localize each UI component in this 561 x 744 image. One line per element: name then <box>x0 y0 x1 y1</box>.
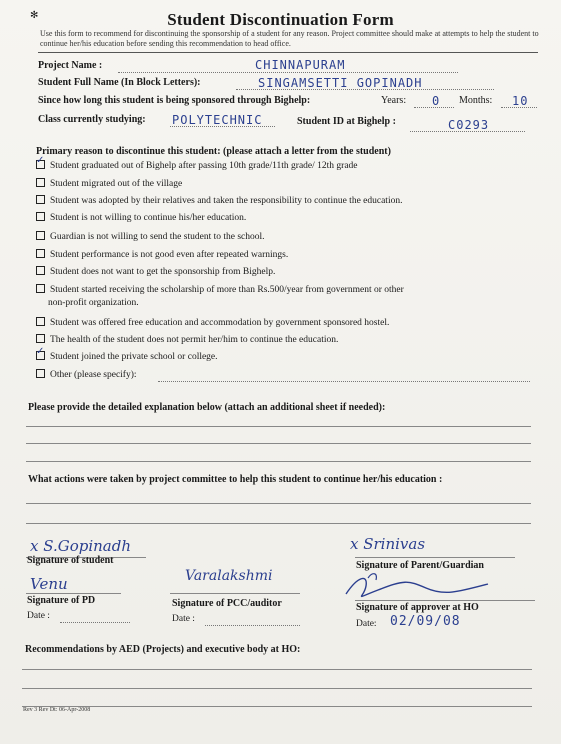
reason-11-text: Student joined the private school or college. <box>50 352 218 362</box>
parent-signature: x Srinivas <box>350 535 426 553</box>
pcc-signature-label: Signature of PCC/auditor <box>172 598 282 609</box>
reason-5[interactable] <box>36 232 265 242</box>
student-signature: x S.Gopinadh <box>30 537 132 555</box>
reason-9-text: Student was offered free education and accommodation by government sponsored hostel. <box>50 318 390 328</box>
years-label: Years: <box>381 95 407 106</box>
explanation-label: Please provide the detailed explanation below (attach an additional sheet if needed): <box>28 402 386 413</box>
pcc-date-line <box>205 625 300 626</box>
reason-12-text: Other (please specify): <box>50 370 137 380</box>
recommendations-label: Recommendations by AED (Projects) and executive body at HO: <box>25 644 301 655</box>
reason-2[interactable] <box>36 179 182 189</box>
approver-signature-mark <box>338 570 498 604</box>
reason-8[interactable] <box>36 285 404 295</box>
reason-5-checkbox[interactable] <box>36 231 45 240</box>
student-id-label: Student ID at Bighelp : <box>297 116 396 127</box>
reason-12[interactable] <box>36 370 137 380</box>
reason-6-text: Student performance is not good even after repeated warnings. <box>50 250 289 260</box>
actions-label: What actions were taken by project committee to help this student to continue her/his education : <box>28 474 443 485</box>
pd-date-label: Date : <box>27 611 50 621</box>
approver-date-label: Date: <box>356 619 377 629</box>
reason-7-checkbox[interactable] <box>36 266 45 275</box>
reason-8-checkbox[interactable] <box>36 284 45 293</box>
student-name-line <box>236 89 494 90</box>
pcc-date-label: Date : <box>172 614 195 624</box>
pd-date-line <box>60 622 130 623</box>
reason-8-text: Student started receiving the scholarship of more than Rs.500/year from government or other <box>50 285 404 295</box>
reason-5-text: Guardian is not willing to send the student to the school. <box>50 232 265 242</box>
reason-4-checkbox[interactable] <box>36 212 45 221</box>
reason-10-text: The health of the student does not permit her/him to continue the education. <box>50 335 339 345</box>
pd-signature: Venu <box>30 575 68 593</box>
revision-footer: Rev 3 Rev Dt: 06-Apr-2008 <box>23 707 91 713</box>
pd-signature-line <box>26 593 121 594</box>
student-id-line <box>410 131 525 132</box>
reason-1-checkbox[interactable] <box>36 160 45 169</box>
project-name-line <box>118 72 458 73</box>
reason-10-checkbox[interactable] <box>36 334 45 343</box>
reason-3[interactable] <box>36 196 402 206</box>
explanation-line-2 <box>26 443 531 444</box>
explanation-line-1 <box>26 426 531 427</box>
reason-6-checkbox[interactable] <box>36 249 45 258</box>
class-line <box>170 126 275 127</box>
corner-mark: ✻ <box>30 10 39 21</box>
reason-11[interactable] <box>36 352 218 362</box>
student-name-label: Student Full Name (In Block Letters): <box>38 77 201 88</box>
months-value[interactable]: 10 <box>512 94 529 108</box>
reason-2-checkbox[interactable] <box>36 178 45 187</box>
months-label: Months: <box>459 95 493 106</box>
actions-line-2 <box>26 523 531 524</box>
reason-1-text: Student graduated out of Bighelp after passing 10th grade/11th grade/ 12th grade <box>50 161 358 171</box>
recommendations-line-2 <box>22 688 532 689</box>
form-title: Student Discontinuation Form <box>167 10 394 29</box>
explanation-line-3 <box>26 461 531 462</box>
class-label: Class currently studying: <box>38 114 146 125</box>
other-specify-line <box>158 381 530 382</box>
reason-8-text-cont: non-profit organization. <box>48 298 139 308</box>
parent-signature-label: Signature of Parent/Guardian <box>356 560 484 571</box>
reason-2-text: Student migrated out of the village <box>50 179 183 189</box>
years-line <box>414 107 454 108</box>
reason-6[interactable] <box>36 250 288 260</box>
reason-11-checkbox[interactable] <box>36 351 45 360</box>
reason-7[interactable] <box>36 267 275 277</box>
instructions-underline <box>38 52 538 53</box>
recommendations-line-3 <box>22 706 532 707</box>
years-value[interactable]: 0 <box>432 94 441 108</box>
pd-signature-label: Signature of PD <box>27 595 96 606</box>
reason-12-checkbox[interactable] <box>36 369 45 378</box>
approver-date-value[interactable]: 02/09/08 <box>390 614 461 629</box>
actions-line-1 <box>26 503 531 504</box>
recommendations-line-1 <box>22 669 532 670</box>
form-instructions: Use this form to recommend for discontinuing the sponsorship of a student for any reason. Project committee should make at attempts to help the student to continue her/his education before sending this recommendation to head office. <box>40 29 539 48</box>
reason-9-checkbox[interactable] <box>36 317 45 326</box>
reason-1[interactable] <box>36 161 358 171</box>
reason-4[interactable] <box>36 213 246 223</box>
reason-3-checkbox[interactable] <box>36 195 45 204</box>
approver-signature-label: Signature of approver at HO <box>356 602 479 613</box>
student-signature-label: Signature of student <box>27 555 114 566</box>
student-id-value[interactable]: C0293 <box>448 118 490 132</box>
reason-4-text: Student is not willing to continue his/her education. <box>50 213 247 223</box>
parent-signature-line <box>355 557 515 558</box>
class-value[interactable]: POLYTECHNIC <box>172 113 263 127</box>
approver-signature-line <box>355 600 535 601</box>
sponsored-since-label: Since how long this student is being sponsored through Bighelp: <box>38 95 311 106</box>
reason-3-text: Student was adopted by their relatives and taken the responsibility to continue the education. <box>50 196 403 206</box>
pcc-signature: Varalakshmi <box>185 568 273 584</box>
pcc-signature-line <box>170 593 300 594</box>
months-line <box>501 107 537 108</box>
reason-9[interactable] <box>36 318 389 328</box>
student-name-value[interactable]: SINGAMSETTI GOPINADH <box>258 76 423 90</box>
project-name-value[interactable]: CHINNAPURAM <box>255 58 346 72</box>
reason-10[interactable] <box>36 335 338 345</box>
project-name-label: Project Name : <box>38 60 103 71</box>
reason-7-text: Student does not want to get the sponsorship from Bighelp. <box>50 267 276 277</box>
reasons-heading: Primary reason to discontinue this student: (please attach a letter from the student) <box>36 146 391 157</box>
